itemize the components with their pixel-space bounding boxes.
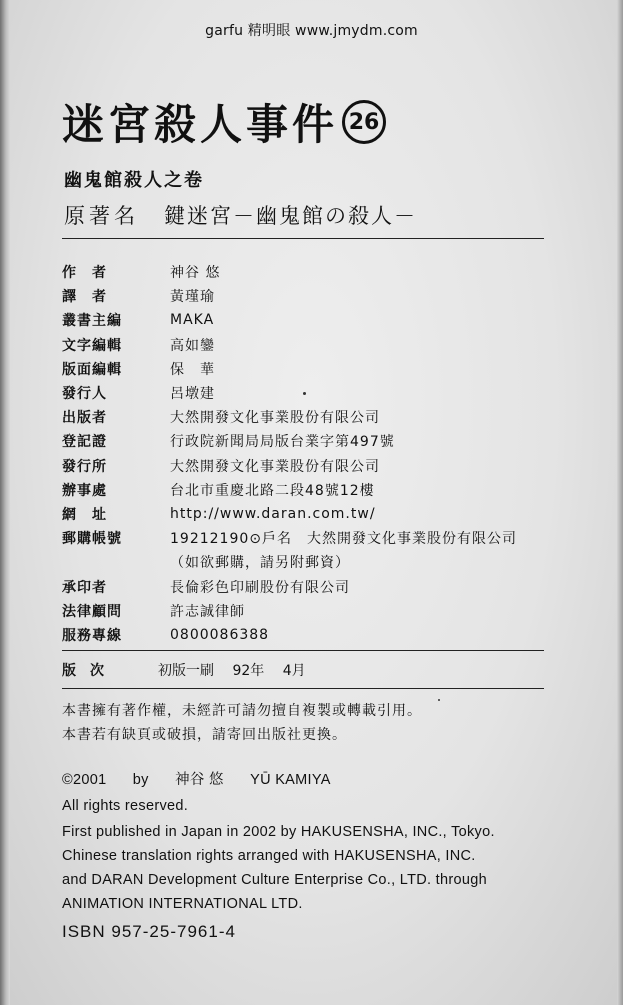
return-notice: 本書若有缺頁或破損，請寄回出版社更換。	[62, 727, 347, 743]
edition-print: 初版一刷	[158, 663, 214, 679]
print-speck	[303, 392, 306, 395]
book-subtitle: 幽鬼館殺人之卷	[64, 170, 204, 191]
volume-badge: 26	[342, 100, 386, 144]
credit-label: 文字編輯	[62, 337, 122, 354]
credit-value: 大然開發文化事業股份有限公司	[170, 458, 380, 475]
credit-row	[62, 333, 562, 357]
credit-row	[62, 454, 562, 478]
credit-value: 0800086388	[170, 626, 270, 643]
credit-row	[62, 502, 562, 526]
credit-value: 神谷 悠	[170, 265, 221, 282]
credit-row	[62, 308, 562, 332]
copyright-notice: 本書擁有著作權，未經許可請勿擅自複製或轉載引用。	[62, 703, 422, 719]
credit-value: 保 華	[170, 361, 215, 378]
credit-row	[62, 284, 562, 308]
credit-value: MAKA	[170, 312, 215, 329]
credit-label: 發行人	[62, 386, 107, 403]
credit-label: 網 址	[62, 506, 107, 523]
agency-line: ANIMATION INTERNATIONAL LTD.	[62, 896, 303, 912]
credit-label: 作 者	[62, 265, 107, 282]
credit-value: 大然開發文化事業股份有限公司	[170, 410, 380, 427]
credit-label: 郵購帳號	[62, 531, 122, 548]
page-spine-shadow	[0, 0, 10, 1005]
print-speck	[438, 699, 440, 701]
credit-value: （如欲郵購，請另附郵資）	[170, 555, 350, 572]
copyright-line	[62, 768, 353, 789]
credit-row	[62, 357, 562, 381]
credit-value: 黃瑾瑜	[170, 289, 215, 306]
divider-middle	[62, 650, 544, 651]
book-title	[62, 92, 386, 152]
credit-value: 許志誠律師	[170, 603, 245, 620]
edition-label: 版 次	[62, 663, 104, 679]
watermark: garfu 精明眼 www.jmydm.com	[205, 23, 418, 39]
credit-label: 辦事處	[62, 482, 107, 499]
edition-value	[158, 660, 320, 680]
credit-value: 高如鑾	[170, 337, 215, 354]
copyright-by: by	[132, 772, 149, 788]
original-title-label: 原著名	[64, 204, 139, 228]
credit-row	[62, 405, 562, 429]
credit-row	[62, 526, 562, 550]
copyright-author-en: YŪ KAMIYA	[250, 772, 331, 788]
credit-row	[62, 429, 562, 453]
credit-value: 19212190⊙戶名 大然開發文化事業股份有限公司	[170, 531, 517, 548]
original-title: 鍵迷宮－幽鬼館の殺人－	[164, 204, 417, 228]
credit-label: 版面編輯	[62, 361, 122, 378]
original-title-line	[64, 200, 417, 230]
edition-year: 92年	[232, 663, 265, 679]
edition-month: 4月	[282, 663, 306, 679]
credit-label: 承印者	[62, 579, 107, 596]
isbn: ISBN 957-25-7961-4	[62, 922, 236, 941]
page-edge-shadow	[617, 0, 623, 1005]
book-title-text: 迷宮殺人事件	[62, 100, 339, 149]
credit-row	[62, 623, 562, 647]
credits-list	[62, 260, 562, 647]
credit-value: 台北市重慶北路二段48號12樓	[170, 482, 375, 499]
copyright-year: ©2001	[62, 772, 107, 788]
credit-label: 登記證	[62, 434, 107, 451]
credit-label: 服務專線	[62, 627, 122, 644]
copyright-author-jp: 神谷 悠	[175, 772, 224, 788]
daran-line: and DARAN Development Culture Enterprise Co., LTD. through	[62, 872, 487, 888]
credit-label: 法律顧問	[62, 603, 122, 620]
credit-value: 長倫彩色印刷股份有限公司	[170, 579, 350, 596]
credit-value: http://www.daran.com.tw/	[170, 505, 376, 522]
credit-value: 呂墩建	[170, 386, 215, 403]
credit-label: 譯 者	[62, 289, 107, 306]
credit-value: 行政院新聞局局版台業字第497號	[170, 434, 395, 451]
credit-row	[62, 550, 562, 574]
credit-label: 叢書主編	[62, 313, 122, 330]
publication-line: First published in Japan in 2002 by HAKUSENSHA, INC., Tokyo.	[62, 824, 495, 840]
edition-row	[62, 660, 320, 680]
credit-row	[62, 574, 562, 598]
credit-row	[62, 599, 562, 623]
divider-lower	[62, 688, 544, 689]
translation-line: Chinese translation rights arranged with HAKUSENSHA, INC.	[62, 848, 476, 864]
rights-line: All rights reserved.	[62, 798, 189, 814]
credit-label: 發行所	[62, 458, 107, 475]
credit-row	[62, 381, 562, 405]
divider-top	[62, 238, 544, 239]
credit-row	[62, 260, 562, 284]
credit-row	[62, 478, 562, 502]
credit-label: 出版者	[62, 410, 107, 427]
